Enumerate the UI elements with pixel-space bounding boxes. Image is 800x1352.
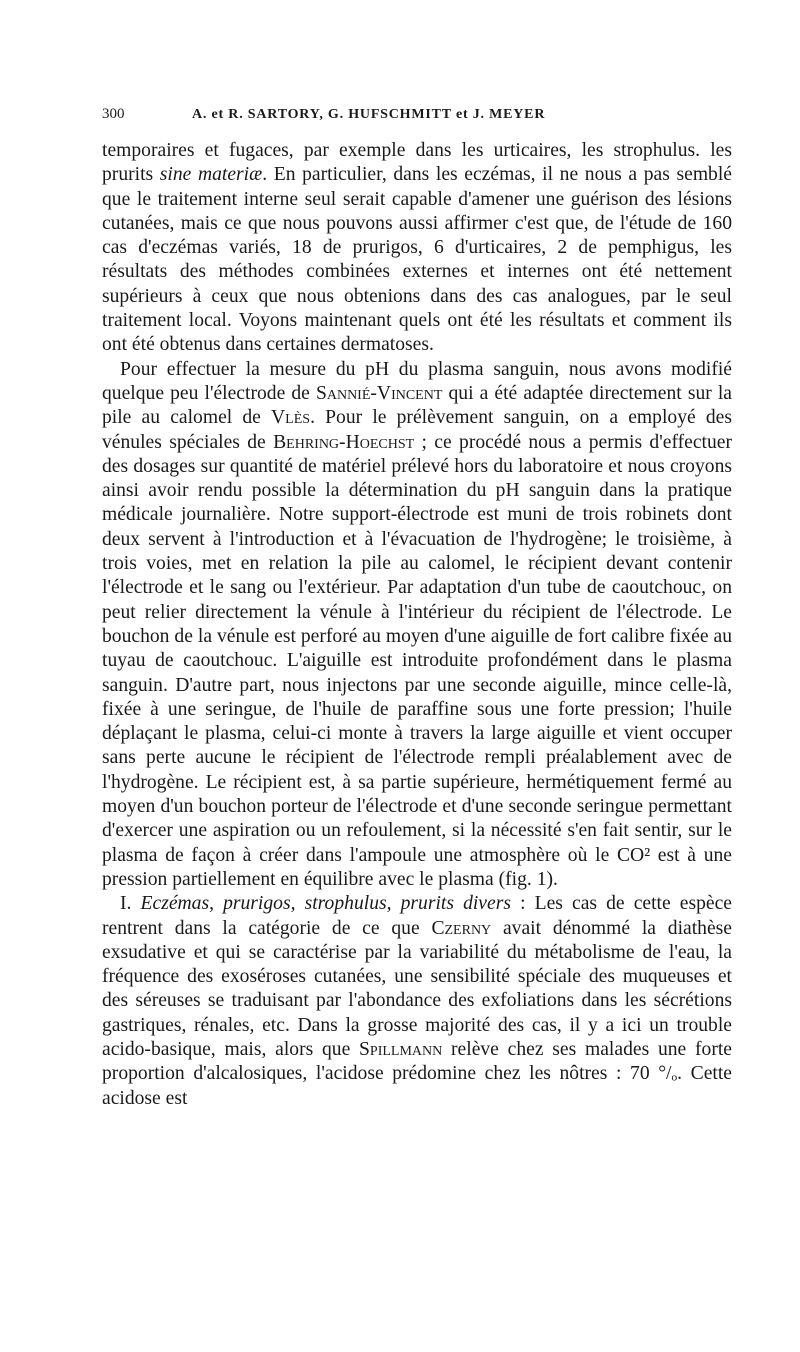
text-run: relève chez ses malades une forte proportion d'alcalosiques, l'acidose prédomine chez les nôtres : 70 °/ₒ. Cette acidose est: [102, 1038, 732, 1109]
italic-text: Eczémas, prurigos, strophulus, prurits divers: [140, 893, 511, 915]
author-name: Behring-Hoechst: [273, 431, 415, 453]
text-run: : Les cas de cette espèce rentrent dans la catégorie de ce que: [102, 893, 733, 939]
body-text: [102, 139, 732, 1111]
author-name: Czerny: [431, 917, 492, 939]
paragraph: [102, 892, 732, 1111]
page-header: [102, 104, 732, 125]
document-page: [102, 104, 732, 1111]
text-run: qui a été adaptée directement sur la pile au calomel de: [102, 382, 733, 429]
paragraph: [102, 358, 732, 893]
author-name: Vlès: [271, 407, 311, 429]
text-run: temporaires et fugaces, par exemple dans les urticaires, les strophulus. les prurits: [102, 140, 732, 186]
text-run: Pour effectuer la mesure du pH du plasma sanguin, nous avons modifié quelque peu l'électrode de: [102, 358, 732, 404]
author-name: Sannié-Vincent: [315, 382, 443, 404]
author-name: Spillmann: [359, 1038, 443, 1060]
paragraph: [102, 139, 732, 358]
text-run: I.: [120, 893, 141, 915]
text-run: avait dénommé la diathèse exsudative et qui se caractérise par la variabilité du métabolisme de l'eau, la fréquence des exoséroses cutanées, une sensibilité spéciale des muqueuses et des séreuses se traduisant par l'abondance des exfoliations dans les sécrétions gastriques, rénales, etc. Dans la grosse majorité des cas, il y a ici un trouble acido-basique, mais, alors que: [102, 917, 732, 1060]
text-run: ; ce procédé nous a permis d'effectuer des dosages sur quantité de matériel prélevé hors du laboratoire et nous croyons ainsi avoir rendu possible la détermination du pH sanguin dans la pratique médicale journalière. Notre support-électrode est muni de trois robinets dont deux servent à l'introduction et à l'évacuation de l'hydrogène; le troisième, à trois voies, met en relation la pile au calomel, le récipient devant contenir l'électrode et le sang ou l'extérieur. Par adaptation d'un tube de caoutchouc, on peut relier directement la vénule à l'intérieur du récipient de l'électrode. Le bouchon de la vénule est perforé au moyen d'une aiguille de fort calibre fixée au tuyau de caoutchouc. L'aiguille est introduite profondément dans le plasma sanguin. D'autre part, nous injectons par une seconde aiguille, mince celle-là, fixée à une seringue, de l'huile de paraffine sous une forte pression; l'huile déplaçant le plasma, celui-ci monte à travers la large aiguille et vient occuper sans perte aucune le récipient de l'électrode rempli préalablement avec de l'hydrogène. Le récipient est, à sa partie supérieure, hermétiquement fermé au moyen d'un bouchon porteur de l'électrode et d'une seconde seringue permettant d'exercer une aspiration ou un refoulement, si la nécessité s'en fait sentir, sur le plasma de façon à créer dans l'ampoule une atmosphère où le CO² est à une pression partiellement en équilibre avec le plasma (fig. 1).: [102, 431, 733, 890]
page-number: 300: [102, 106, 125, 122]
running-head: A. et R. SARTORY, G. HUFSCHMITT et J. MEYER: [192, 107, 546, 122]
text-run: . Pour le prélèvement sanguin, on a employé des vénules spéciales de: [102, 407, 732, 453]
italic-text: sine materiæ: [159, 164, 263, 186]
text-run: . En particulier, dans les eczémas, il ne nous a pas semblé que le traitement interne seul serait capable d'amener une guérison des lésions cutanées, mais ce que nous pouvons aussi affirmer c'est que, de l'étude de 160 cas d'eczémas variés, 18 de prurigos, 6 d'urticaires, 2 de pemphigus, les résultats des méthodes combinées externes et internes ont été nettement supérieurs à ceux que nous obtenions dans des cas analogues, par le seul traitement local. Voyons maintenant quels ont été les résultats et comment ils ont été obtenus dans certaines dermatoses.: [102, 164, 732, 356]
